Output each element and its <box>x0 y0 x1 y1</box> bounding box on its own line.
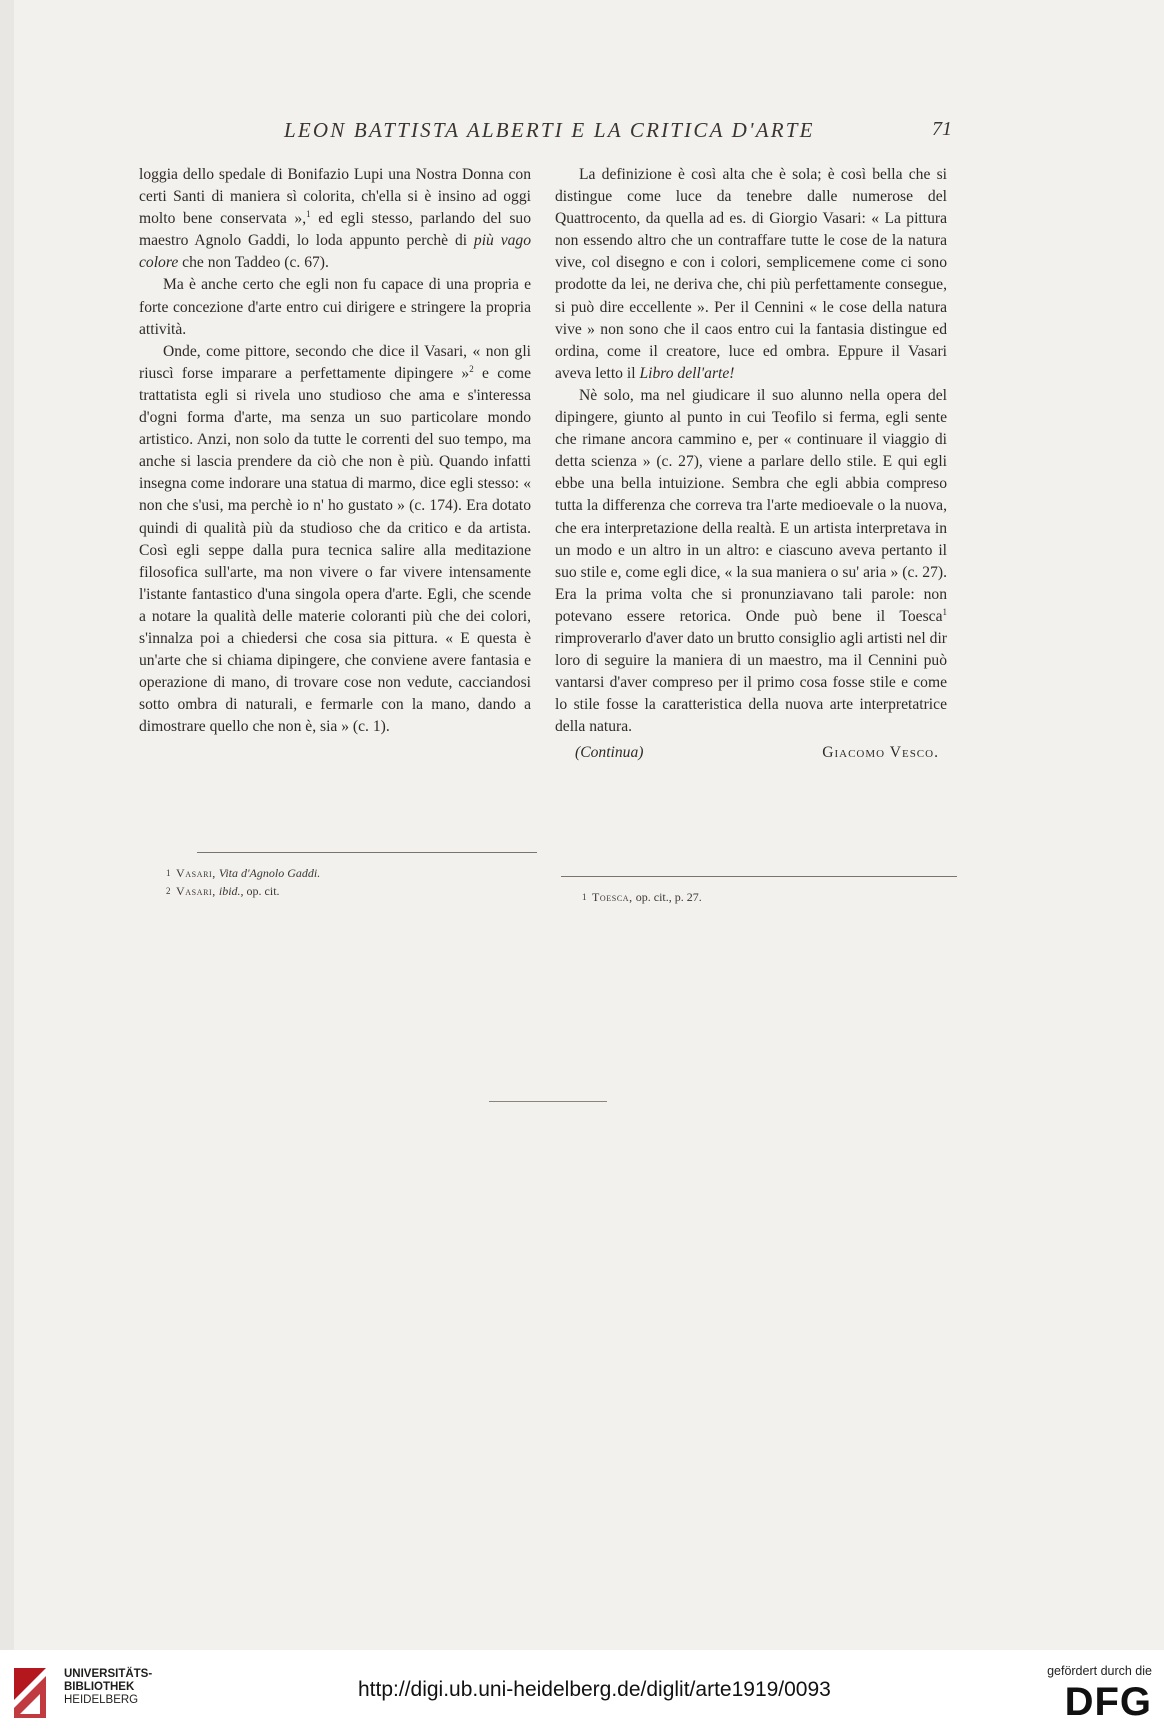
university-library-logo-icon[interactable] <box>10 1664 50 1722</box>
footnote-ref-2: 2 <box>469 363 474 374</box>
right-p2-text-b: rimproverarlo d'aver dato un brutto consiglio agli artisti nel dir loro di seguire la maniera di un maestro, ma il Cennini può vantarsi d'aver compreso per il primo cosa fosse stile e come lo stile fosse la caratteristica della nuova arte interpretatrice della natura. <box>555 629 947 736</box>
right-paragraph-2 <box>555 385 947 739</box>
footnotes-left <box>166 864 526 900</box>
running-head <box>14 118 1164 148</box>
left-paragraph-1 <box>139 164 531 274</box>
footnote <box>166 882 526 900</box>
funder-block[interactable] <box>1032 1664 1152 1724</box>
signature-line <box>555 742 947 766</box>
footnote-number: 2 <box>166 886 171 896</box>
page-number: 71 <box>932 118 952 140</box>
footnote-ref-1: 1 <box>306 209 311 219</box>
footnote <box>166 864 526 882</box>
library-name-line: HEIDELBERG <box>64 1694 139 1706</box>
right-paragraph-1 <box>555 164 947 385</box>
footnote <box>582 888 942 906</box>
footnote-author: Vasari, <box>176 884 216 898</box>
footnote-title: Vita d'Agnolo Gaddi. <box>218 866 321 880</box>
left-p1-text-b: ed egli stesso, parlando del suo maestro Agnolo Gaddi, lo loda appunto perchè di <box>139 210 531 250</box>
left-p3-text-b: e come trattatista egli si rivela uno studioso che ama e s'interessa d'ogni forma d'arte, ma senza un suo particolare mondo artistico. Anzi, non solo da tutte le correnti del suo tempo, ma anche si lascia prendere da ciò che non è più. Quando infatti insegna come indorare una statua di marmo, dice egli stesso: « non che s'usi, ma perchè io n' ho gustato » (c. 174). Era dotato quindi di qualità più da studioso che da critico e da artista. Così egli seppe dalla pura tecnica salire alla meditazione filosofica sull'arte, ma non vivere o far vivere intensamente l'istante fantastico d'una singola opera d'arte. Egli, che scende a notare la qualità delle materie coloranti più che dei colori, s'innalza poi a chiedersi che cosa sia pittura. « E questa è un'arte che si chiama dipingere, che conviene avere fantasia e operazione di mano, di trovare cose non vedute, cacciandosi sotto ombra di naturali, e fermarle con la mano, dando a dimostrare quello che non è, sia » (c. 1). <box>139 364 531 736</box>
right-p1-italic: Libro dell'arte! <box>639 364 735 382</box>
permalink-url[interactable]: http://digi.ub.uni-heidelberg.de/diglit/arte1919/0093 <box>358 1678 831 1701</box>
footnote-ref-toesca: 1 <box>942 606 947 617</box>
footnote-author: Vasari, <box>176 866 216 880</box>
library-name-line: BIBLIOTHEK <box>64 1681 135 1693</box>
left-column <box>139 164 531 738</box>
author-name: Giacomo Vesco. <box>822 744 939 762</box>
viewer-footer <box>0 1650 1164 1734</box>
right-column <box>555 164 947 766</box>
footnote-number: 1 <box>582 892 587 902</box>
footnote-number: 1 <box>166 868 171 878</box>
footnote-title: ibid., <box>218 884 244 898</box>
left-p1-italic: più vago colore <box>139 232 532 272</box>
continua-note: (Continua) <box>575 744 644 762</box>
left-p1-text-a: loggia dello spedale di Bonifazio Lupi una Nostra Donna con certi Santi di maniera sì colorita, ch'ella si è insino ad oggi molto bene conservata », <box>139 166 531 228</box>
dfg-logo: DFG <box>1064 1680 1152 1724</box>
library-name-line: UNIVERSITÄTS- <box>64 1668 153 1680</box>
scanned-page <box>14 0 1164 1650</box>
footnote-rest: op. cit. <box>243 884 280 898</box>
left-paragraph-3 <box>139 341 531 739</box>
footnote-author: Toesca, <box>592 890 633 904</box>
right-p2-text-a: Nè solo, ma nel giudicare il suo alunno nella opera del dipingere, giunto al punto in cui Teofilo si ferma, egli sente che rimane ancora cammino e, per « continuare il viaggio di detta scienza » (c. 27), viene a parlare dello stile. E qui egli ebbe una bella intuizione. Sembra che egli abbia compreso tutta la differenza che correva tra l'arte medioevale o la nuova, che era interpretazione della realtà. E un artista interpretava in un modo e un altro in un altro: e ciascuno aveva pertanto il suo stile e, come egli dice, « la sua maniera o su' aria » (c. 27). Era la prima volta che si pronunziavano tali parole: non potevano essere retorica. Onde può bene il Toesca <box>555 386 947 625</box>
funder-label: gefördert durch die <box>1047 1664 1152 1678</box>
footnote-rule-right <box>561 876 957 877</box>
left-paragraph-2: Ma è anche certo che egli non fu capace di una propria e forte concezione d'arte entro cui dirigere e stringere la propria attività. <box>139 276 531 338</box>
footnote-rest: op. cit., p. 27. <box>632 890 702 904</box>
left-p1-text-c: che non Taddeo (c. 67). <box>178 254 329 272</box>
footnote-rule-left <box>197 852 537 853</box>
end-rule <box>489 1101 607 1102</box>
running-title: LEON BATTISTA ALBERTI E LA CRITICA D'ARTE <box>284 118 815 142</box>
library-name[interactable] <box>64 1668 152 1707</box>
right-p1-text-a: La definizione è così alta che è sola; è così bella che si distingue come luce da tenebre dalle numerose del Quattrocento, da quella ad es. di Giorgio Vasari: « La pittura non essendo altro che un contraffare tutte le cose de la natura vive, col disegno e con i colori, semplicemene come ci sono prodotte da lei, ne deriva che, chi più perfettamente consegue, si può dire eccellente ». Per il Cennini « le cose della natura vive » non sono che il caos entro cui la fantasia distingue ed ordina, come il creatore, luce ed ombra. Eppure il Vasari aveva letto il <box>555 166 947 382</box>
left-p3-text-a: Onde, come pittore, secondo che dice il Vasari, « non gli riuscì forse imparare a perfettamente dipingere » <box>139 342 531 382</box>
footnotes-right <box>582 888 942 906</box>
